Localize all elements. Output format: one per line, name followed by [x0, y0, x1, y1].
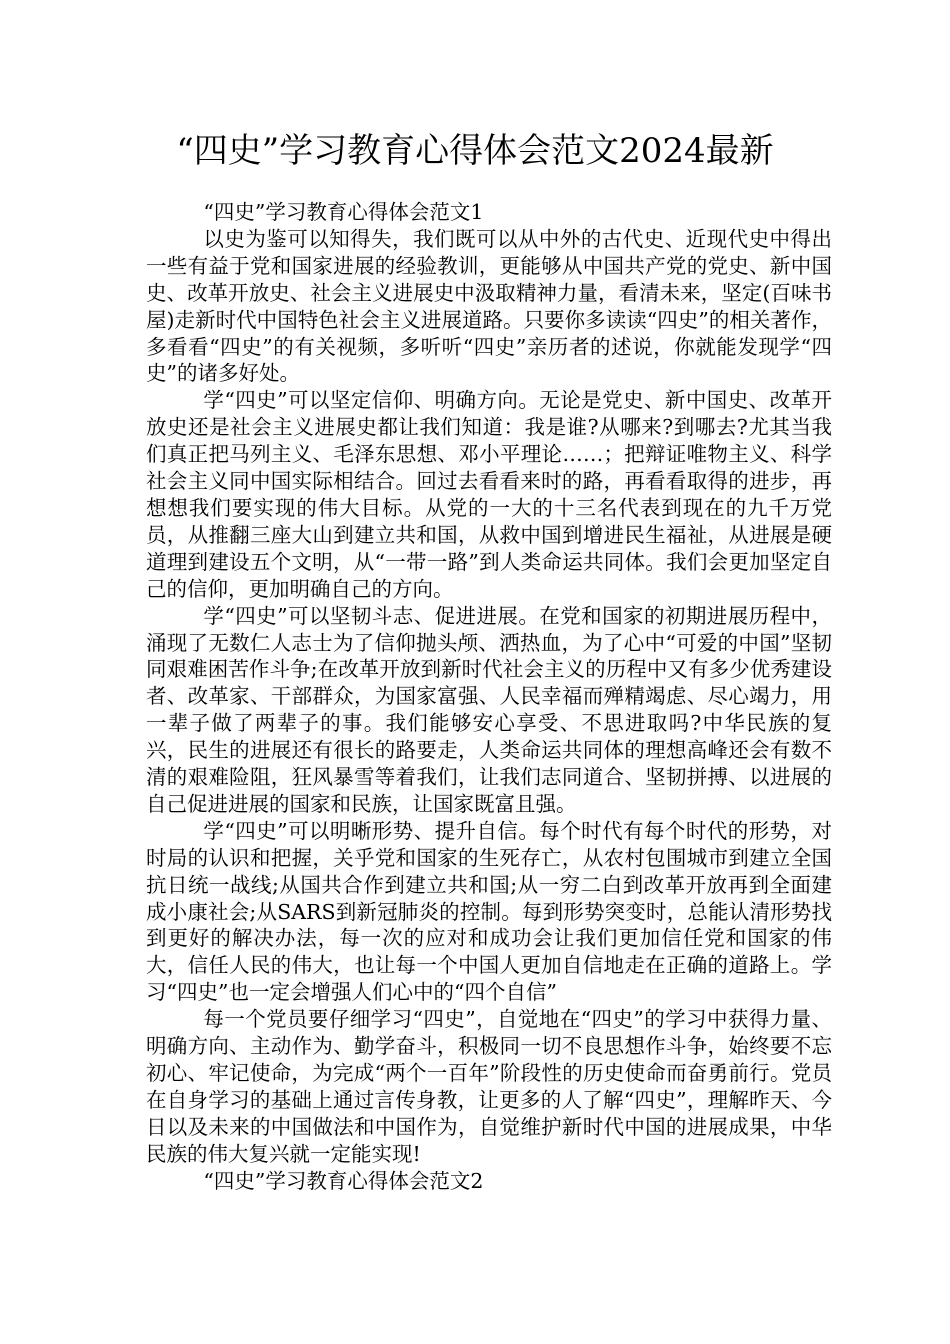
paragraph-1: 以史为鉴可以知得失，我们既可以从中外的古代史、近现代史中得出一些有益于党和国家进展的经验教训，更能够从中国共产党的党史、新中国史、改革开放史、社会主义进展史中汲取精神力量，看清未来，坚定(百味书屋)走新时代中国特色社会主义进展道路。只要你多读读“四史”的相关著作，多看看“四史”的有关视频，多听听“四史”亲历者的述说，你就能发现学“四史”的诸多好处。 [146, 226, 832, 386]
section-heading-2: “四史”学习教育心得体会范文2 [203, 1168, 484, 1193]
section-heading-1: “四史”学习教育心得体会范文1 [203, 200, 484, 224]
document-body [146, 199, 832, 1195]
paragraph-4: 学“四史”可以明晰形势、提升自信。每个时代有每个时代的形势，对时局的认识和把握，关乎党和国家的生死存亡，从农村包围城市到建立全国抗日统一战线;从国共合作到建立共和国;从一穷二白到改革开放再到全面建成小康社会;从SARS到新冠肺炎的控制。每到形势突变时，总能认清形势找到更好的解决办法，每一次的应对和成功会让我们更加信任党和国家的伟大，信任人民的伟大，也让每一个中国人更加自信地走在正确的道路上。学习“四史”也一定会增强人们心中的“四个自信” [146, 818, 832, 1005]
paragraph-3: 学“四史”可以坚韧斗志、促进进展。在党和国家的初期进展历程中，涌现了无数仁人志士为了信仰抛头颅、洒热血，为了心中“可爱的中国”坚韧同艰难困苦作斗争;在改革开放到新时代社会主义的历程中又有多少优秀建设者、改革家、干部群众，为国家富强、人民幸福而殚精竭虑、尽心竭力，用一辈子做了两辈子的事。我们能够安心享受、不思进取吗?中华民族的复兴，民生的进展还有很长的路要走，人类命运共同体的理想高峰还会有数不清的艰难险阻，狂风暴雪等着我们，让我们志同道合、坚韧拼搏、以进展的自己促进进展的国家和民族，让国家既富且强。 [146, 603, 832, 816]
paragraph-2: 学“四史”可以坚定信仰、明确方向。无论是党史、新中国史、改革开放史还是社会主义进展史都让我们知道：我是谁?从哪来?到哪去?尤其当我们真正把马列主义、毛泽东思想、邓小平理论……；把辩证唯物主义、科学社会主义同中国实际相结合。回过去看看来时的路，再看看取得的进步，再想想我们要实现的伟大目标。从党的一大的十三名代表到现在的九千万党员，从推翻三座大山到建立共和国，从救中国到增进民生福祉，从进展是硬道理到建设五个文明，从“一带一路”到人类命运共同体。我们会更加坚定自己的信仰，更加明确自己的方向。 [146, 388, 832, 601]
document-title: “四史”学习教育心得体会范文2024最新 [176, 131, 774, 171]
paragraph-5: 每一个党员要仔细学习“四史”，自觉地在“四史”的学习中获得力量、明确方向、主动作为、勤学奋斗，积极同一切不良思想作斗争，始终要不忘初心、牢记使命，为完成“两个一百年”阶段性的历史使命而奋勇前行。党员在自身学习的基础上通过言传身教，让更多的人了解“四史”，理解昨天、今日以及未来的中国做法和中国作为，自觉维护新时代中国的进展成果，中华民族的伟大复兴就一定能实现! [146, 1007, 832, 1166]
